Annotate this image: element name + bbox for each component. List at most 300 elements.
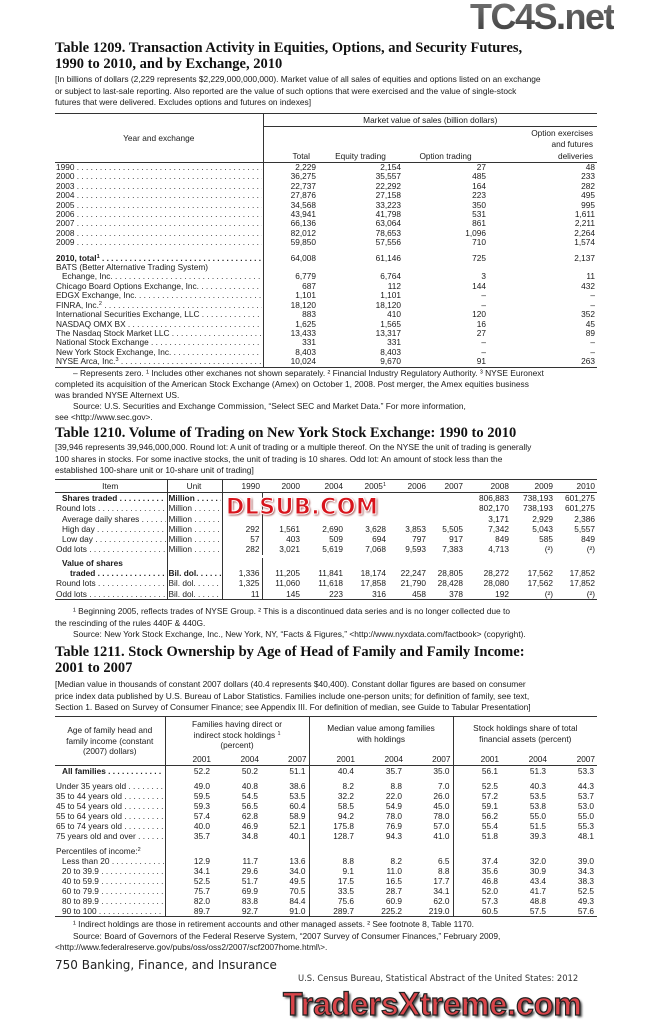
col-header-total: Total bbox=[292, 150, 310, 161]
value-cell: 112 bbox=[387, 281, 401, 291]
value-cell: 57.6 bbox=[577, 905, 595, 916]
row-label-text bbox=[62, 856, 164, 866]
label-text: Low day bbox=[62, 534, 93, 545]
row-label-text bbox=[70, 568, 166, 578]
row-label-text bbox=[56, 338, 262, 347]
row-label bbox=[56, 191, 262, 200]
col-header-year: 2004 bbox=[384, 753, 404, 764]
value-cell bbox=[262, 558, 302, 568]
table-row bbox=[55, 219, 597, 228]
table-row bbox=[55, 357, 597, 367]
table-row bbox=[55, 201, 597, 210]
table-row bbox=[55, 568, 597, 578]
footnote-marker: 2 bbox=[98, 300, 102, 307]
unit-cell bbox=[167, 514, 222, 524]
value-cell: 192 bbox=[495, 588, 509, 599]
value-cell: 40.3 bbox=[529, 780, 547, 791]
row-label bbox=[56, 201, 262, 210]
value-cell: – bbox=[481, 300, 486, 310]
row-label bbox=[56, 320, 262, 329]
row-label-cell bbox=[55, 238, 263, 247]
value-cell: 22,292 bbox=[375, 181, 401, 191]
value-cell: 9.1 bbox=[342, 865, 355, 876]
row-label-cell bbox=[55, 172, 263, 181]
value-cell: 687 bbox=[302, 281, 316, 291]
value-cell: 164 bbox=[472, 181, 486, 191]
row-label-cell bbox=[55, 866, 165, 876]
row-label-text bbox=[56, 544, 166, 554]
row-label-cell bbox=[55, 886, 165, 896]
row-label bbox=[56, 544, 166, 554]
row-label-text bbox=[62, 876, 164, 886]
row-label-text bbox=[56, 846, 141, 856]
value-cell: 55.0 bbox=[577, 810, 595, 821]
row-label-text bbox=[56, 781, 164, 791]
value-cell: 38.6 bbox=[261, 781, 309, 791]
tradersxtreme-watermark: TradersXtreme.com bbox=[283, 986, 582, 1022]
value-cell: 22,247 bbox=[400, 568, 426, 579]
row-label-text bbox=[56, 291, 262, 300]
label-text: 35 to 44 years old bbox=[56, 790, 122, 801]
value-cell bbox=[388, 493, 428, 504]
table-1211-footnotes bbox=[55, 919, 600, 954]
value-cell: 52.5 bbox=[481, 780, 499, 791]
value-cell: 69.9 bbox=[241, 885, 258, 896]
col-header-year: 2004 bbox=[240, 753, 259, 764]
value-cell: 40.4 bbox=[337, 765, 355, 776]
row-label bbox=[56, 254, 262, 263]
value-cell: 53.3 bbox=[577, 765, 595, 776]
value-cell bbox=[465, 558, 511, 568]
header-text: indirect stock holdings bbox=[193, 729, 276, 740]
unit bbox=[169, 493, 221, 503]
footnote-line: see <http://www.sec.gov>. bbox=[55, 412, 153, 422]
value-cell: 18,120 bbox=[375, 300, 401, 310]
value-cell: 8.8 bbox=[342, 855, 355, 866]
value-cell: 33,223 bbox=[375, 200, 401, 210]
value-cell: 3,853 bbox=[405, 523, 426, 534]
table-1211-title bbox=[55, 644, 635, 676]
value-cell: 350 bbox=[472, 200, 486, 210]
row-label-text bbox=[56, 791, 164, 801]
value-cell: – bbox=[590, 300, 596, 310]
value-cell: 495 bbox=[581, 191, 596, 201]
table-row bbox=[55, 846, 597, 856]
value-cell bbox=[165, 846, 213, 856]
unit-cell bbox=[167, 534, 222, 544]
value-cell bbox=[261, 846, 309, 856]
label-text: Average daily shares bbox=[62, 513, 140, 524]
value-cell: 3,628 bbox=[365, 523, 386, 534]
unit-text: Bil. dol. . . . bbox=[169, 568, 221, 578]
table-row bbox=[55, 263, 597, 272]
value-cell: 62.0 bbox=[405, 896, 453, 906]
label-text: 65 to 74 years old bbox=[56, 820, 122, 831]
row-label-text bbox=[56, 310, 262, 319]
footnote-line: Source: U.S. Securities and Exchange Commission, “Select SEC and Market Data.” For more information, bbox=[73, 401, 466, 411]
col-header-2010 bbox=[555, 480, 597, 493]
row-label bbox=[56, 163, 262, 172]
value-cell bbox=[488, 263, 597, 272]
row-label bbox=[56, 896, 164, 906]
label-text: National Stock Exchange bbox=[56, 338, 149, 348]
value-cell: 52.5 bbox=[193, 875, 210, 886]
label-text: Under 35 years old bbox=[56, 780, 127, 791]
row-label-text bbox=[56, 210, 262, 219]
row-label-text bbox=[56, 301, 262, 310]
value-cell bbox=[405, 846, 453, 856]
table-row bbox=[55, 238, 597, 247]
value-cell: 60.5 bbox=[481, 905, 499, 916]
value-cell bbox=[388, 503, 428, 513]
value-cell: 797 bbox=[412, 534, 426, 545]
row-label-text bbox=[56, 821, 164, 831]
value-cell: 54.5 bbox=[241, 790, 258, 801]
table-1209 bbox=[55, 113, 597, 368]
table-1209-headnote bbox=[55, 74, 600, 109]
value-cell: 128.7 bbox=[333, 830, 355, 841]
value-cell: 57.0 bbox=[405, 821, 453, 831]
row-label-text bbox=[62, 766, 164, 776]
value-cell: 40.1 bbox=[261, 831, 309, 841]
value-cell: 219.0 bbox=[405, 906, 453, 917]
value-cell: 34.0 bbox=[261, 866, 309, 876]
value-cell: 8.2 bbox=[342, 780, 355, 791]
label-text: Odd lots bbox=[56, 544, 87, 555]
table-row bbox=[55, 781, 597, 791]
value-cell: 39.3 bbox=[529, 830, 547, 841]
value-cell: 13,433 bbox=[290, 328, 316, 338]
label-text: 20 to 39.9 bbox=[62, 865, 99, 876]
value-cell: 38.3 bbox=[577, 875, 595, 886]
value-cell: 41,798 bbox=[375, 210, 401, 220]
value-cell: 263 bbox=[581, 357, 596, 367]
value-cell: 40.8 bbox=[241, 780, 258, 791]
header-line: (percent) bbox=[220, 740, 254, 750]
header-line: (2007) dollars) bbox=[83, 746, 137, 756]
header-line: family income (constant bbox=[66, 735, 154, 746]
row-label-cell bbox=[55, 558, 167, 568]
value-cell: 70.5 bbox=[261, 886, 309, 896]
row-label-cell bbox=[55, 821, 165, 831]
value-cell: 601,275 bbox=[565, 503, 595, 514]
header-line: Families having direct or bbox=[192, 719, 282, 729]
row-label bbox=[56, 514, 166, 524]
col-header-year: 2007 bbox=[261, 753, 309, 765]
value-cell: 22.0 bbox=[385, 790, 403, 801]
row-label-cell bbox=[55, 320, 263, 329]
value-cell: 1,565 bbox=[380, 319, 401, 329]
value-cell: 52.0 bbox=[481, 885, 499, 896]
row-label bbox=[56, 291, 262, 300]
header-text: 1990 bbox=[241, 481, 260, 491]
unit-text: Million . . . bbox=[169, 514, 221, 524]
value-cell: 48.8 bbox=[529, 895, 547, 906]
value-cell: 82,012 bbox=[290, 228, 316, 238]
label-text: Echange, Inc. bbox=[62, 272, 113, 282]
value-cell: 485 bbox=[472, 172, 486, 182]
value-cell: 55.0 bbox=[529, 810, 547, 821]
value-cell: 11,205 bbox=[275, 568, 300, 579]
value-cell: 1,574 bbox=[574, 238, 596, 248]
row-label-cell bbox=[55, 310, 263, 319]
group-header-median bbox=[309, 717, 453, 754]
value-cell: 22,737 bbox=[290, 181, 316, 191]
label-text: 2003 bbox=[56, 181, 75, 191]
footnote-line: the rescinding of the rules 440F & 440G. bbox=[55, 617, 206, 628]
value-cell: 5,619 bbox=[322, 544, 343, 555]
footnote-line: – Represents zero. ¹ Includes other exchanes not shown separately. ² Financial Industry Regulatory Authority. ³ NYSE Euronext bbox=[73, 368, 544, 378]
row-label bbox=[56, 886, 164, 896]
value-cell: 1,101 bbox=[380, 291, 401, 301]
value-cell: 585 bbox=[539, 534, 553, 545]
value-cell: 725 bbox=[472, 253, 486, 263]
row-label-cell bbox=[55, 263, 263, 272]
col-header-item bbox=[55, 480, 167, 493]
col-header-2004 bbox=[302, 480, 345, 493]
table-row bbox=[55, 320, 597, 329]
header-line: and futures bbox=[551, 139, 594, 149]
row-label bbox=[56, 876, 164, 886]
row-label-text bbox=[62, 886, 164, 896]
row-label-cell bbox=[55, 589, 167, 600]
row-label-cell bbox=[55, 291, 263, 300]
value-cell bbox=[318, 263, 403, 272]
value-cell: 2,690 bbox=[322, 523, 343, 534]
row-label bbox=[56, 578, 166, 588]
value-cell: 12.9 bbox=[193, 855, 210, 866]
value-cell: 76.9 bbox=[385, 820, 403, 831]
row-label-cell bbox=[55, 906, 165, 917]
value-cell: 35.0 bbox=[405, 765, 453, 776]
row-label-cell bbox=[55, 765, 165, 776]
value-cell: 83.8 bbox=[241, 895, 258, 906]
value-cell: 57,556 bbox=[375, 238, 401, 248]
label-text: 2008 bbox=[56, 228, 75, 238]
value-cell: 8.8 bbox=[405, 866, 453, 876]
header-text: Item bbox=[102, 481, 119, 491]
table-row bbox=[55, 544, 597, 554]
value-cell: 51.5 bbox=[529, 820, 547, 831]
value-cell: 34.3 bbox=[577, 865, 595, 876]
label-text: 40 to 59.9 bbox=[62, 875, 99, 886]
value-cell: 738,193 bbox=[523, 503, 553, 514]
table-1209-footnotes bbox=[55, 368, 600, 423]
col-header-year: 2004 bbox=[528, 753, 548, 764]
table-1211 bbox=[55, 716, 597, 917]
value-cell: 2,264 bbox=[574, 228, 596, 238]
col-header-year: 2001 bbox=[480, 753, 500, 764]
row-label-text bbox=[62, 866, 164, 876]
value-cell: 10,024 bbox=[290, 357, 316, 367]
label-text: Chicago Board Options Exchange, Inc. bbox=[56, 281, 199, 291]
unit bbox=[169, 589, 221, 599]
value-cell: 36,275 bbox=[290, 172, 316, 182]
label-text: Value of shares bbox=[62, 557, 123, 568]
value-cell: 28.7 bbox=[385, 885, 403, 896]
value-cell: 35,557 bbox=[375, 172, 401, 182]
row-label-cell bbox=[55, 348, 263, 357]
value-cell: 5,557 bbox=[574, 523, 595, 534]
value-cell: 30.9 bbox=[529, 865, 547, 876]
row-label-cell bbox=[55, 781, 165, 791]
value-cell: 11 bbox=[222, 589, 262, 600]
value-cell: 28,805 bbox=[437, 568, 463, 579]
label-text: 75 years old and over bbox=[56, 830, 136, 841]
table-row bbox=[55, 876, 597, 886]
title-line: Table 1209. Transaction Activity in Equities, Options, and Security Futures, bbox=[55, 40, 523, 56]
label-text: Shares traded bbox=[62, 493, 118, 503]
col-header-2009 bbox=[511, 480, 555, 493]
value-cell: 35.6 bbox=[481, 865, 499, 876]
value-cell: 9,593 bbox=[405, 544, 426, 555]
value-cell: 17,852 bbox=[569, 568, 595, 579]
value-cell: 52.1 bbox=[261, 821, 309, 831]
header-line: Median value among families bbox=[327, 723, 435, 733]
value-cell: 316 bbox=[372, 588, 386, 599]
col-header-year: 2001 bbox=[336, 753, 356, 764]
value-cell: 7,383 bbox=[442, 544, 463, 555]
header-text: Unit bbox=[186, 481, 202, 491]
value-cell: 45.0 bbox=[405, 801, 453, 811]
page-footer: 750 Banking, Finance, and Insurance bbox=[55, 958, 277, 972]
row-label-text bbox=[62, 524, 166, 534]
value-cell: 282 bbox=[222, 544, 262, 554]
value-cell: 2,386 bbox=[574, 513, 595, 524]
row-label bbox=[56, 263, 262, 272]
unit-text: Bil. dol. . . . bbox=[169, 578, 221, 588]
row-label-cell bbox=[55, 338, 263, 347]
value-cell bbox=[428, 558, 465, 568]
spanner-header: Market value of sales (billion dollars) bbox=[263, 114, 597, 127]
value-cell: 57.5 bbox=[529, 905, 547, 916]
row-label-text bbox=[56, 503, 166, 513]
row-label-cell bbox=[55, 831, 165, 841]
row-label bbox=[56, 866, 164, 876]
value-cell: 694 bbox=[372, 534, 386, 545]
headnote-line: 100 shares in stocks. For some inactive stocks, the unit of trading is 10 shares. Odd lot: An amount of stock less than the bbox=[55, 453, 503, 464]
table-1209-title bbox=[55, 40, 635, 72]
value-cell: (²) bbox=[544, 544, 553, 555]
value-cell: 60.9 bbox=[385, 895, 403, 906]
row-label bbox=[56, 558, 166, 568]
value-cell: 35.7 bbox=[385, 765, 403, 776]
headnote-line: Section 1. Based on Survey of Consumer Finance; see Appendix III. For definition of median, see Guide to Tabular Presentation] bbox=[55, 702, 531, 713]
unit-text: Million . . . bbox=[169, 534, 221, 544]
col-header-2007 bbox=[428, 480, 465, 493]
header-text: 2008 bbox=[490, 481, 509, 491]
value-cell: 11.0 bbox=[386, 865, 403, 876]
value-cell: 49.0 bbox=[193, 780, 210, 791]
value-cell: 52.2 bbox=[193, 765, 210, 776]
value-cell: 3 bbox=[481, 272, 486, 282]
value-cell bbox=[428, 514, 465, 524]
value-cell: 917 bbox=[449, 534, 463, 545]
table-row bbox=[55, 589, 597, 600]
value-cell: 43.4 bbox=[529, 875, 547, 886]
table-row bbox=[55, 229, 597, 238]
row-label bbox=[56, 338, 262, 347]
table-1211-headnote bbox=[55, 679, 600, 714]
value-cell: 62.8 bbox=[241, 810, 258, 821]
footnote-marker: 3 bbox=[115, 357, 119, 364]
col-header-option: Option trading bbox=[419, 150, 472, 161]
row-label bbox=[56, 781, 164, 791]
value-cell bbox=[388, 558, 428, 568]
table-row bbox=[55, 272, 597, 281]
value-cell: (²) bbox=[586, 588, 595, 599]
value-cell: 2,137 bbox=[574, 253, 596, 263]
row-label-cell bbox=[55, 182, 263, 191]
unit bbox=[169, 514, 221, 524]
row-label-cell bbox=[55, 201, 263, 210]
value-cell: 331 bbox=[387, 338, 401, 348]
value-cell: 458 bbox=[412, 588, 426, 599]
value-cell: 8,403 bbox=[380, 347, 401, 357]
unit bbox=[169, 534, 221, 544]
value-cell bbox=[309, 846, 357, 856]
footnote-marker: 1 bbox=[96, 253, 100, 260]
row-label bbox=[56, 172, 262, 181]
header-text: 2007 bbox=[444, 481, 463, 491]
row-label bbox=[56, 766, 164, 776]
value-cell bbox=[428, 493, 465, 504]
table-row bbox=[55, 578, 597, 588]
footnote-line: Source: Board of Governors of the Federal Reserve System, “2007 Survey of Consumer Finances,” February 2009, bbox=[73, 930, 501, 941]
value-cell: 7.0 bbox=[405, 781, 453, 791]
value-cell: 2,229 bbox=[295, 162, 316, 172]
value-cell: 28,272 bbox=[483, 568, 509, 579]
value-cell bbox=[549, 846, 597, 856]
value-cell: 2,211 bbox=[574, 219, 596, 229]
row-label bbox=[56, 534, 166, 544]
value-cell: 59.1 bbox=[481, 800, 499, 811]
label-text: NASDAQ OMX BX bbox=[56, 319, 126, 329]
unit bbox=[169, 568, 221, 578]
headnote-line: [Median value in thousands of constant 2007 dollars (40.4 represents $40,400). Constant dollar figures are based on consumer bbox=[55, 679, 526, 689]
value-cell: 2,154 bbox=[380, 162, 401, 172]
value-cell: 5,505 bbox=[442, 523, 463, 534]
footnote-marker: 1 bbox=[277, 730, 281, 737]
value-cell bbox=[302, 558, 345, 568]
row-label-cell bbox=[55, 856, 165, 866]
row-label-text bbox=[56, 182, 262, 191]
row-label-cell bbox=[55, 254, 263, 263]
value-cell: 37.4 bbox=[481, 855, 499, 866]
row-label-text bbox=[56, 329, 262, 338]
value-cell: 21,790 bbox=[400, 578, 426, 589]
row-label bbox=[56, 348, 262, 357]
header-line: financial assets (percent) bbox=[479, 733, 572, 744]
value-cell: 32.2 bbox=[337, 790, 355, 801]
header-text: 2000 bbox=[281, 481, 300, 491]
unit bbox=[169, 503, 221, 513]
table-row bbox=[55, 282, 597, 291]
value-cell: 849 bbox=[495, 534, 509, 545]
unit-cell bbox=[167, 568, 222, 578]
row-label-text bbox=[56, 348, 262, 357]
label-text: 2009 bbox=[56, 238, 75, 248]
value-cell: 51.1 bbox=[261, 765, 309, 776]
value-cell: 66,136 bbox=[290, 219, 316, 229]
table-row bbox=[55, 534, 597, 544]
value-cell: 4,713 bbox=[488, 544, 509, 555]
value-cell: 1,096 bbox=[465, 228, 486, 238]
row-label-cell bbox=[55, 896, 165, 906]
value-cell: 17.5 bbox=[337, 875, 355, 886]
value-cell: – bbox=[481, 338, 486, 348]
value-cell: 16 bbox=[476, 319, 486, 329]
